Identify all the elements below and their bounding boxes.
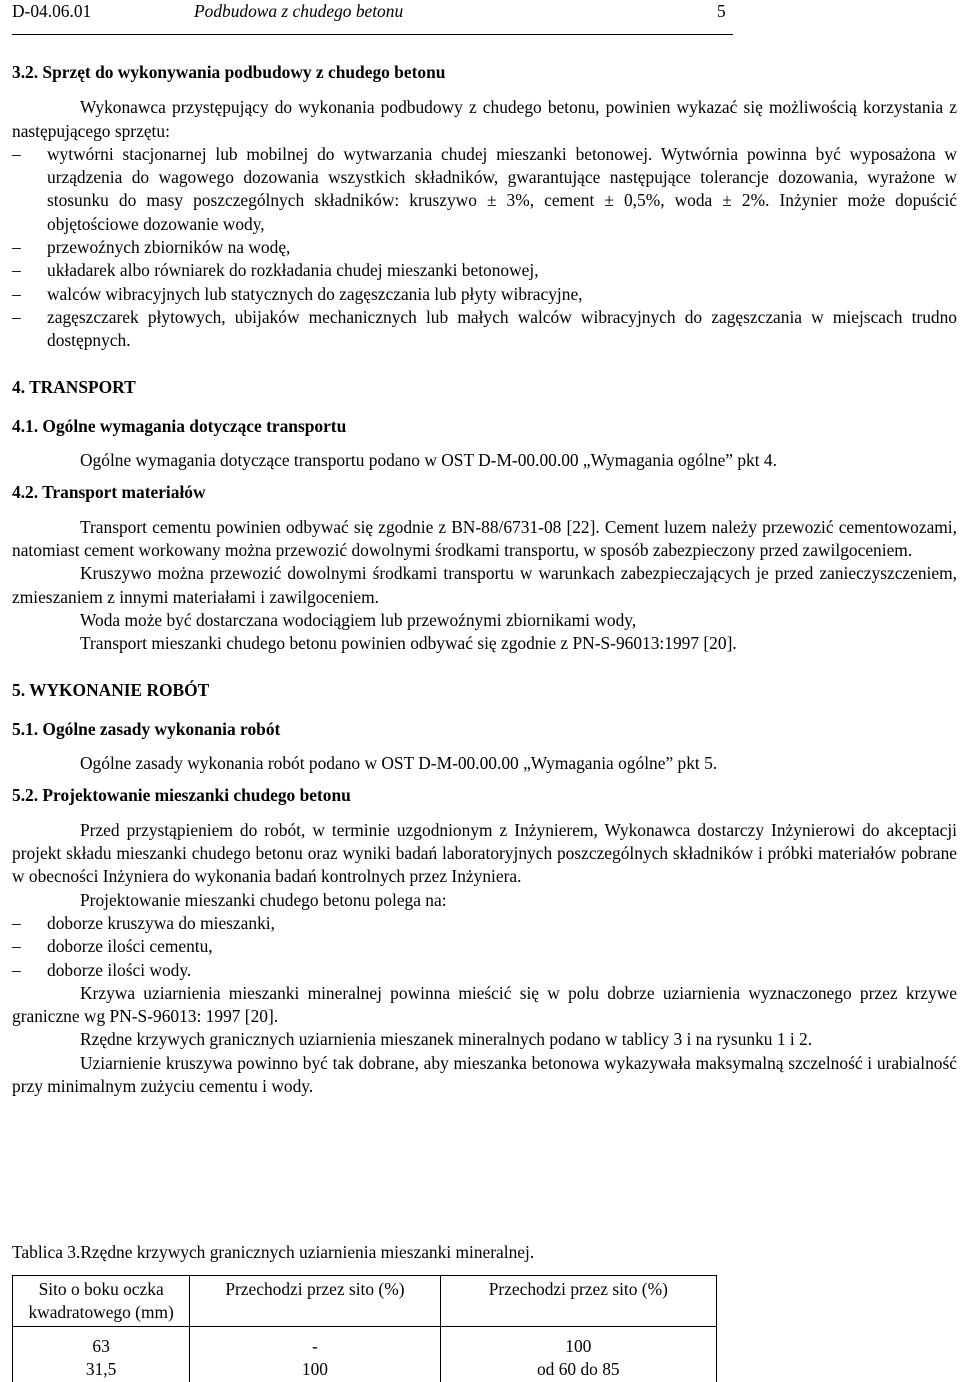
table-header-cell: Przechodzi przez sito (%)	[190, 1276, 440, 1327]
table-cell: 31,5	[13, 1358, 190, 1381]
document-body	[12, 61, 957, 1098]
section-5-2-paragraph: Uziarnienie kruszywa powinno być tak dobrane, aby mieszanka betonowa wykazywała maksymalną szczelność i urabialność przy minimalnym zużyciu cementu i wody.	[12, 1052, 957, 1096]
table-row	[13, 1327, 717, 1359]
table-header-cell: Przechodzi przez sito (%)	[440, 1276, 716, 1327]
section-3-2-intro: Wykonawca przystępujący do wykonania podbudowy z chudego betonu, powinien wykazać się możliwością korzystania z następującego sprzętu:	[12, 97, 957, 141]
page-header	[12, 0, 732, 30]
design-item: – doborze kruszywa do mieszanki,	[12, 912, 957, 935]
design-item: – doborze ilości wody.	[12, 959, 957, 982]
gradation-table	[12, 1275, 717, 1382]
page-number: 5	[717, 1, 726, 21]
section-4-2-paragraph: Kruszywo można przewozić dowolnymi środkami transportu w warunkach zabezpieczających je przed zanieczyszczeniem, zmieszaniem z innymi materiałami i zawilgoceniem.	[12, 563, 957, 607]
design-item: – doborze ilości cementu,	[12, 935, 957, 958]
section-3-2-heading: 3.2. Sprzęt do wykonywania podbudowy z chudego betonu	[12, 62, 446, 82]
equipment-item: – układarek albo równiarek do rozkładania chudej mieszanki betonowej,	[12, 259, 957, 282]
equipment-item: – wytwórni stacjonarnej lub mobilnej do wytwarzania chudej mieszanki betonowej. Wytwórnia powinna być wyposażona w urządzenia do wagowego dozowania wszystkich składników, gwarantujące następujące tolerancje dozowania, wyrażone w stosunku do masy poszczególnych składników: kruszywo ± 3%, cement ± 0,5%, woda ± 2%. Inżynier może dopuścić objętościowe dozowanie wody,	[12, 143, 957, 236]
table-cell: 100	[190, 1358, 440, 1381]
section-5-2-heading: 5.2. Projektowanie mieszanki chudego betonu	[12, 785, 351, 806]
equipment-item: – walców wibracyjnych lub statycznych do zagęszczania lub płyty wibracyjne,	[12, 283, 957, 306]
table-cell: -	[190, 1327, 440, 1359]
section-4-1-text: Ogólne wymagania dotyczące transportu podano w OST D-M-00.00.00 „Wymagania ogólne” pkt 4.	[80, 450, 777, 471]
table-cell: 100	[440, 1327, 716, 1359]
table-header-row	[13, 1276, 717, 1327]
section-5-2-paragraph: Rzędne krzywych granicznych uziarnienia mieszanek mineralnych podano w tablicy 3 i na rysunku 1 i 2.	[80, 1029, 813, 1050]
table-cell: 63	[13, 1327, 190, 1359]
document-title: Podbudowa z chudego betonu	[194, 1, 404, 21]
section-5-1-text: Ogólne zasady wykonania robót podano w OST D-M-00.00.00 „Wymagania ogólne” pkt 5.	[80, 753, 718, 774]
section-4-2-paragraph: Transport mieszanki chudego betonu powinien odbywać się zgodnie z PN-S-96013:1997 [20].	[80, 633, 737, 654]
section-4-heading: 4. TRANSPORT	[12, 376, 136, 397]
equipment-item: – zagęszczarek płytowych, ubijaków mechanicznych lub małych walców wibracyjnych do zagęszczania w miejscach trudno dostępnych.	[12, 306, 957, 353]
table-header-cell: Sito o boku oczka kwadratowego (mm)	[13, 1276, 190, 1327]
table-row	[13, 1358, 717, 1381]
header-rule	[12, 34, 733, 35]
section-5-1-heading: 5.1. Ogólne zasady wykonania robót	[12, 718, 281, 739]
section-5-2-paragraph: Przed przystąpieniem do robót, w terminie uzgodnionym z Inżynierem, Wykonawca dostarczy Inżynierowi do akceptacji projekt składu mieszanki chudego betonu oraz wyniki badań laboratoryjnych poszczególnych składników i próbki materiałów pobrane w obecności Inżyniera do wykonania badań kontrolnych przez Inżyniera.	[12, 819, 957, 887]
section-5-2-paragraph: Projektowanie mieszanki chudego betonu polega na:	[80, 889, 447, 910]
section-5-heading: 5. WYKONANIE ROBÓT	[12, 679, 210, 700]
section-4-2-paragraph: Transport cementu powinien odbywać się zgodnie z BN-88/6731-08 [22]. Cement luzem należy przewozić cementowozami, natomiast cement workowany można przewozić dowolnymi środkami transportu, w sposób zabezpieczony przed zawilgoceniem.	[12, 516, 957, 561]
table-cell: od 60 do 85	[440, 1358, 716, 1381]
section-4-2-paragraph: Woda może być dostarczana wodociągiem lub przewoźnymi zbiornikami wody,	[80, 609, 637, 630]
table-caption: Tablica 3.Rzędne krzywych granicznych uziarnienia mieszanki mineralnej.	[12, 1242, 535, 1262]
document-code: D-04.06.01	[12, 1, 92, 21]
section-4-1-heading: 4.1. Ogólne wymagania dotyczące transportu	[12, 415, 347, 436]
equipment-item: – przewoźnych zbiorników na wodę,	[12, 236, 957, 259]
section-5-2-paragraph: Krzywa uziarnienia mieszanki mineralnej powinna mieścić się w polu dobrze uziarnienia wyznaczonego przez krzywe graniczne wg PN-S-96013: 1997 [20].	[12, 982, 957, 1027]
section-4-2-heading: 4.2. Transport materiałów	[12, 482, 206, 503]
